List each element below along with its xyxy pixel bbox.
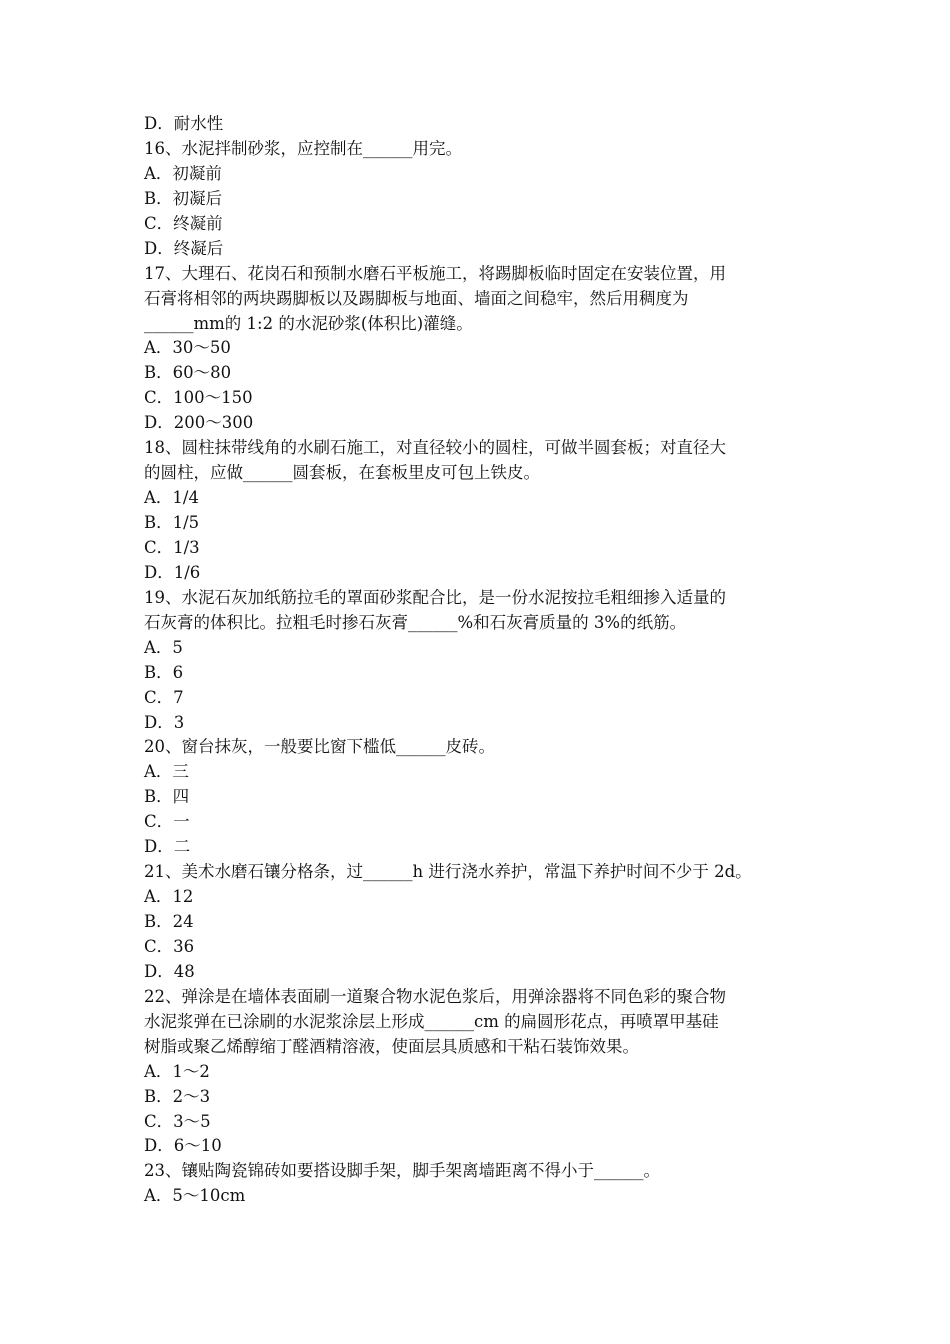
answer-option-line: C．1/3 <box>144 537 200 557</box>
question-text-line: 石膏将相邻的两块踢脚板以及踢脚板与地面、墙面之间稳牢，然后用稠度为 <box>144 288 689 308</box>
answer-option-line: D．200～300 <box>144 413 254 433</box>
answer-option-line: D．终凝后 <box>144 238 224 258</box>
question-text-line: 18、圆柱抹带线角的水刷石施工，对直径较小的圆柱，可做半圆套板；对直径大 <box>144 438 726 458</box>
question-text-line: 石灰膏的体积比。拉粗毛时掺石灰膏______%和石灰膏质量的 3%的纸筋。 <box>144 612 687 632</box>
question-text-line: 23、镶贴陶瓷锦砖如要搭设脚手架，脚手架离墙距离不得小于______。 <box>144 1161 660 1181</box>
question-text-line: 17、大理石、花岗石和预制水磨石平板施工，将踢脚板临时固定在安装位置，用 <box>144 263 726 283</box>
question-text-line: 16、水泥拌制砂浆，应控制在______用完。 <box>144 138 462 158</box>
answer-option-line: B．初凝后 <box>144 188 223 208</box>
answer-option-line: C．100～150 <box>144 388 253 408</box>
document-page <box>144 112 814 1209</box>
question-text-line: 20、窗台抹灰，一般要比窗下槛低______皮砖。 <box>144 737 495 757</box>
answer-option-line: A．12 <box>144 887 194 907</box>
question-text-line: 21、美术水磨石镶分格条，过______h 进行浇水养护，常温下养护时间不少于 2d。 <box>144 862 752 882</box>
answer-option-line: A．初凝前 <box>144 163 222 183</box>
answer-option-line: C．7 <box>144 687 184 707</box>
answer-option-line: D．6～10 <box>144 1136 222 1156</box>
answer-option-line: D．二 <box>144 837 191 857</box>
answer-option-line: B．24 <box>144 912 194 931</box>
answer-option-line: A．5 <box>144 637 183 657</box>
answer-option-line: A．1～2 <box>144 1061 210 1081</box>
answer-option-line: C．一 <box>144 812 190 832</box>
answer-option-line: A．5～10cm <box>144 1186 246 1206</box>
question-text-line: ______mm的 1:2 的水泥砂浆(体积比)灌缝。 <box>144 313 473 333</box>
answer-option-line: B．四 <box>144 787 190 807</box>
answer-option-line: B．60～80 <box>144 363 232 383</box>
answer-option-line: A．1/4 <box>144 488 199 508</box>
answer-option-line: B．6 <box>144 662 184 682</box>
answer-option-line: D．3 <box>144 712 185 732</box>
answer-option-line: B．1/5 <box>144 513 200 532</box>
answer-option-line: D．48 <box>144 961 195 981</box>
question-text-line: 19、水泥石灰加纸筋拉毛的罩面砂浆配合比，是一份水泥按拉毛粗细掺入适量的 <box>144 587 726 607</box>
answer-option-line: C．36 <box>144 936 195 956</box>
answer-option-line: B．2～3 <box>144 1086 211 1106</box>
answer-option-line: C．终凝前 <box>144 213 223 233</box>
answer-option-line: C．3～5 <box>144 1111 211 1131</box>
question-text-line: 树脂或聚乙烯醇缩丁醛酒精溶液，使面层具质感和干粘石装饰效果。 <box>144 1036 639 1056</box>
answer-option-line: D．1/6 <box>144 562 201 582</box>
question-text-line: 水泥浆弹在已涂刷的水泥浆涂层上形成______cm 的扁圆形花点，再喷罩甲基硅 <box>144 1011 719 1031</box>
answer-option-line: A．三 <box>144 762 189 782</box>
question-text-line: 22、弹涂是在墙体表面刷一道聚合物水泥色浆后，用弹涂器将不同色彩的聚合物 <box>144 986 726 1006</box>
question-text-line: 的圆柱，应做______圆套板，在套板里皮可包上铁皮。 <box>144 463 540 483</box>
answer-option-line: D．耐水性 <box>144 114 224 133</box>
answer-option-line: A．30～50 <box>144 338 231 358</box>
